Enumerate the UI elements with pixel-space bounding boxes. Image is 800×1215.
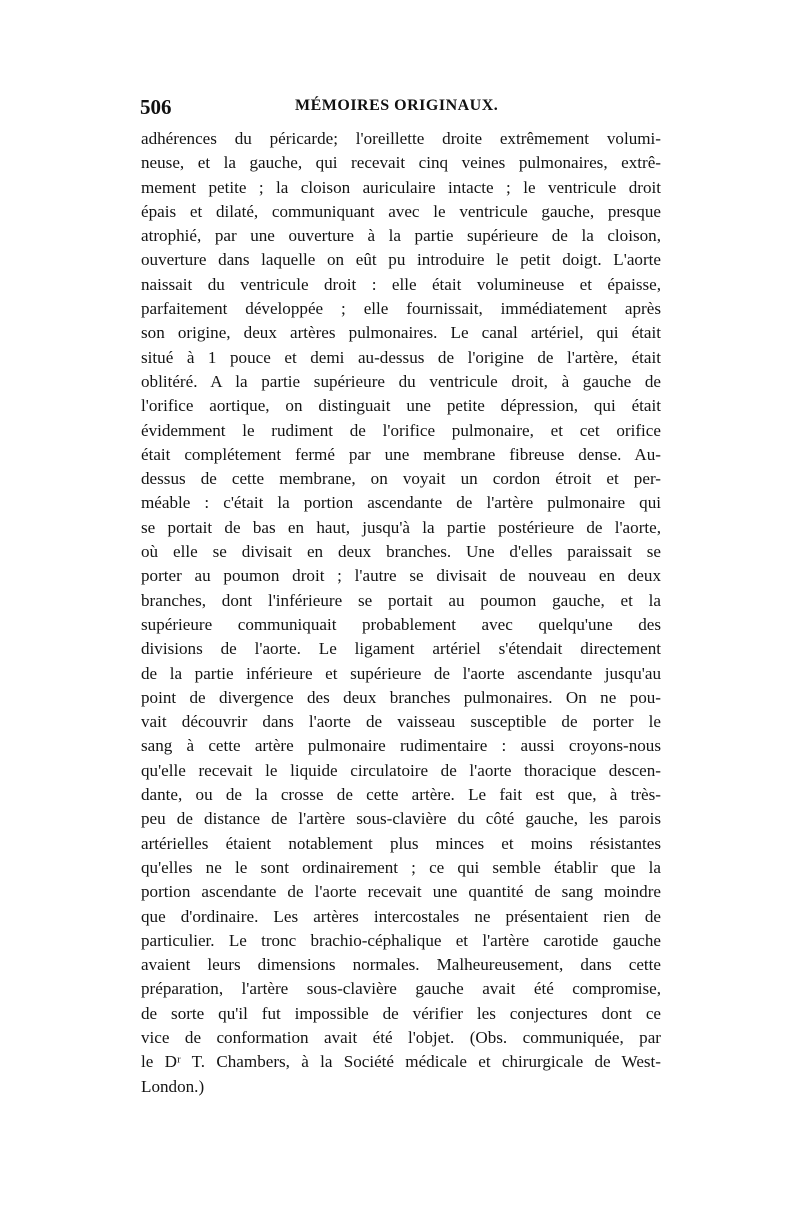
text-line: mement petite ; la cloison auriculaire intacte ; le ventricule droit (141, 177, 661, 197)
text-line: ouverture dans laquelle on eût pu introduire le petit doigt. L'aorte (141, 250, 661, 270)
page-header (140, 95, 665, 125)
text-line: point de divergence des deux branches pulmonaires. On ne pou- (141, 687, 661, 707)
text-line: dessus de cette membrane, on voyait un cordon étroit et per- (141, 469, 661, 489)
text-line: peu de distance de l'artère sous-clavière du côté gauche, les parois (141, 809, 661, 829)
text-line: vait découvrir dans l'aorte de vaisseau susceptible de porter le (141, 712, 661, 732)
text-line: évidemment le rudiment de l'orifice pulmonaire, et cet orifice (141, 420, 661, 440)
text-line: épais et dilaté, communiquant avec le ventricule gauche, presque (141, 201, 661, 221)
text-line: de la partie inférieure et supérieure de l'aorte ascendante jusqu'au (141, 663, 661, 683)
text-line: qu'elle recevait le liquide circulatoire de l'aorte thoracique descen- (141, 760, 661, 780)
text-line: artérielles étaient notablement plus minces et moins résistantes (141, 833, 661, 853)
running-head: MÉMOIRES ORIGINAUX. (295, 97, 499, 114)
body-paragraph (141, 127, 661, 1099)
text-line: naissait du ventricule droit : elle était volumineuse et épaisse, (141, 274, 661, 294)
page-number: 506 (140, 95, 172, 119)
text-line: qu'elles ne le sont ordinairement ; ce qui semble établir que la (141, 857, 661, 877)
text-line: où elle se divisait en deux branches. Une d'elles paraissait se (141, 542, 661, 562)
text-line: l'orifice aortique, on distinguait une petite dépression, qui était (141, 396, 661, 416)
text-line: situé à 1 pouce et demi au-dessus de l'origine de l'artère, était (141, 347, 661, 367)
text-line: le Dʳ T. Chambers, à la Société médicale et chirurgicale de West- (141, 1052, 661, 1072)
text-line: atrophié, par une ouverture à la partie supérieure de la cloison, (141, 226, 661, 246)
text-line: méable : c'était la portion ascendante de l'artère pulmonaire qui (141, 493, 661, 513)
text-line: oblitéré. A la partie supérieure du ventricule droit, à gauche de (141, 371, 661, 391)
text-line: son origine, deux artères pulmonaires. Le canal artériel, qui était (141, 323, 661, 343)
text-line: préparation, l'artère sous-clavière gauche avait été compromise, (141, 979, 661, 999)
text-line: neuse, et la gauche, qui recevait cinq veines pulmonaires, extrê- (141, 153, 661, 173)
text-line: adhérences du péricarde; l'oreillette droite extrêmement volumi- (141, 129, 661, 148)
text-line: dante, ou de la crosse de cette artère. Le fait est que, à très- (141, 785, 661, 805)
text-line: divisions de l'aorte. Le ligament artériel s'étendait directement (141, 639, 661, 659)
text-line: se portait de bas en haut, jusqu'à la partie postérieure de l'aorte, (141, 517, 661, 537)
text-line: de sorte qu'il fut impossible de vérifier les conjectures dont ce (141, 1003, 661, 1023)
text-line: portion ascendante de l'aorte recevait une quantité de sang moindre (141, 882, 661, 902)
text-line: parfaitement développée ; elle fournissait, immédiatement après (141, 299, 661, 319)
text-line: London.) (141, 1076, 205, 1096)
text-line: supérieure communiquait probablement avec quelqu'une des (141, 614, 661, 634)
text-line: particulier. Le tronc brachio-céphalique et l'artère carotide gauche (141, 930, 661, 950)
text-line: avaient leurs dimensions normales. Malheureusement, dans cette (141, 955, 661, 975)
text-line: que d'ordinaire. Les artères intercostales ne présentaient rien de (141, 906, 661, 926)
text-line: branches, dont l'inférieure se portait au poumon gauche, et la (141, 590, 661, 610)
text-line: vice de conformation avait été l'objet. (Obs. communiquée, par (141, 1027, 661, 1047)
text-line: porter au poumon droit ; l'autre se divisait de nouveau en deux (141, 566, 661, 586)
text-line: sang à cette artère pulmonaire rudimentaire : aussi croyons-nous (141, 736, 661, 756)
text-line: était complétement fermé par une membrane fibreuse dense. Au- (141, 444, 661, 464)
